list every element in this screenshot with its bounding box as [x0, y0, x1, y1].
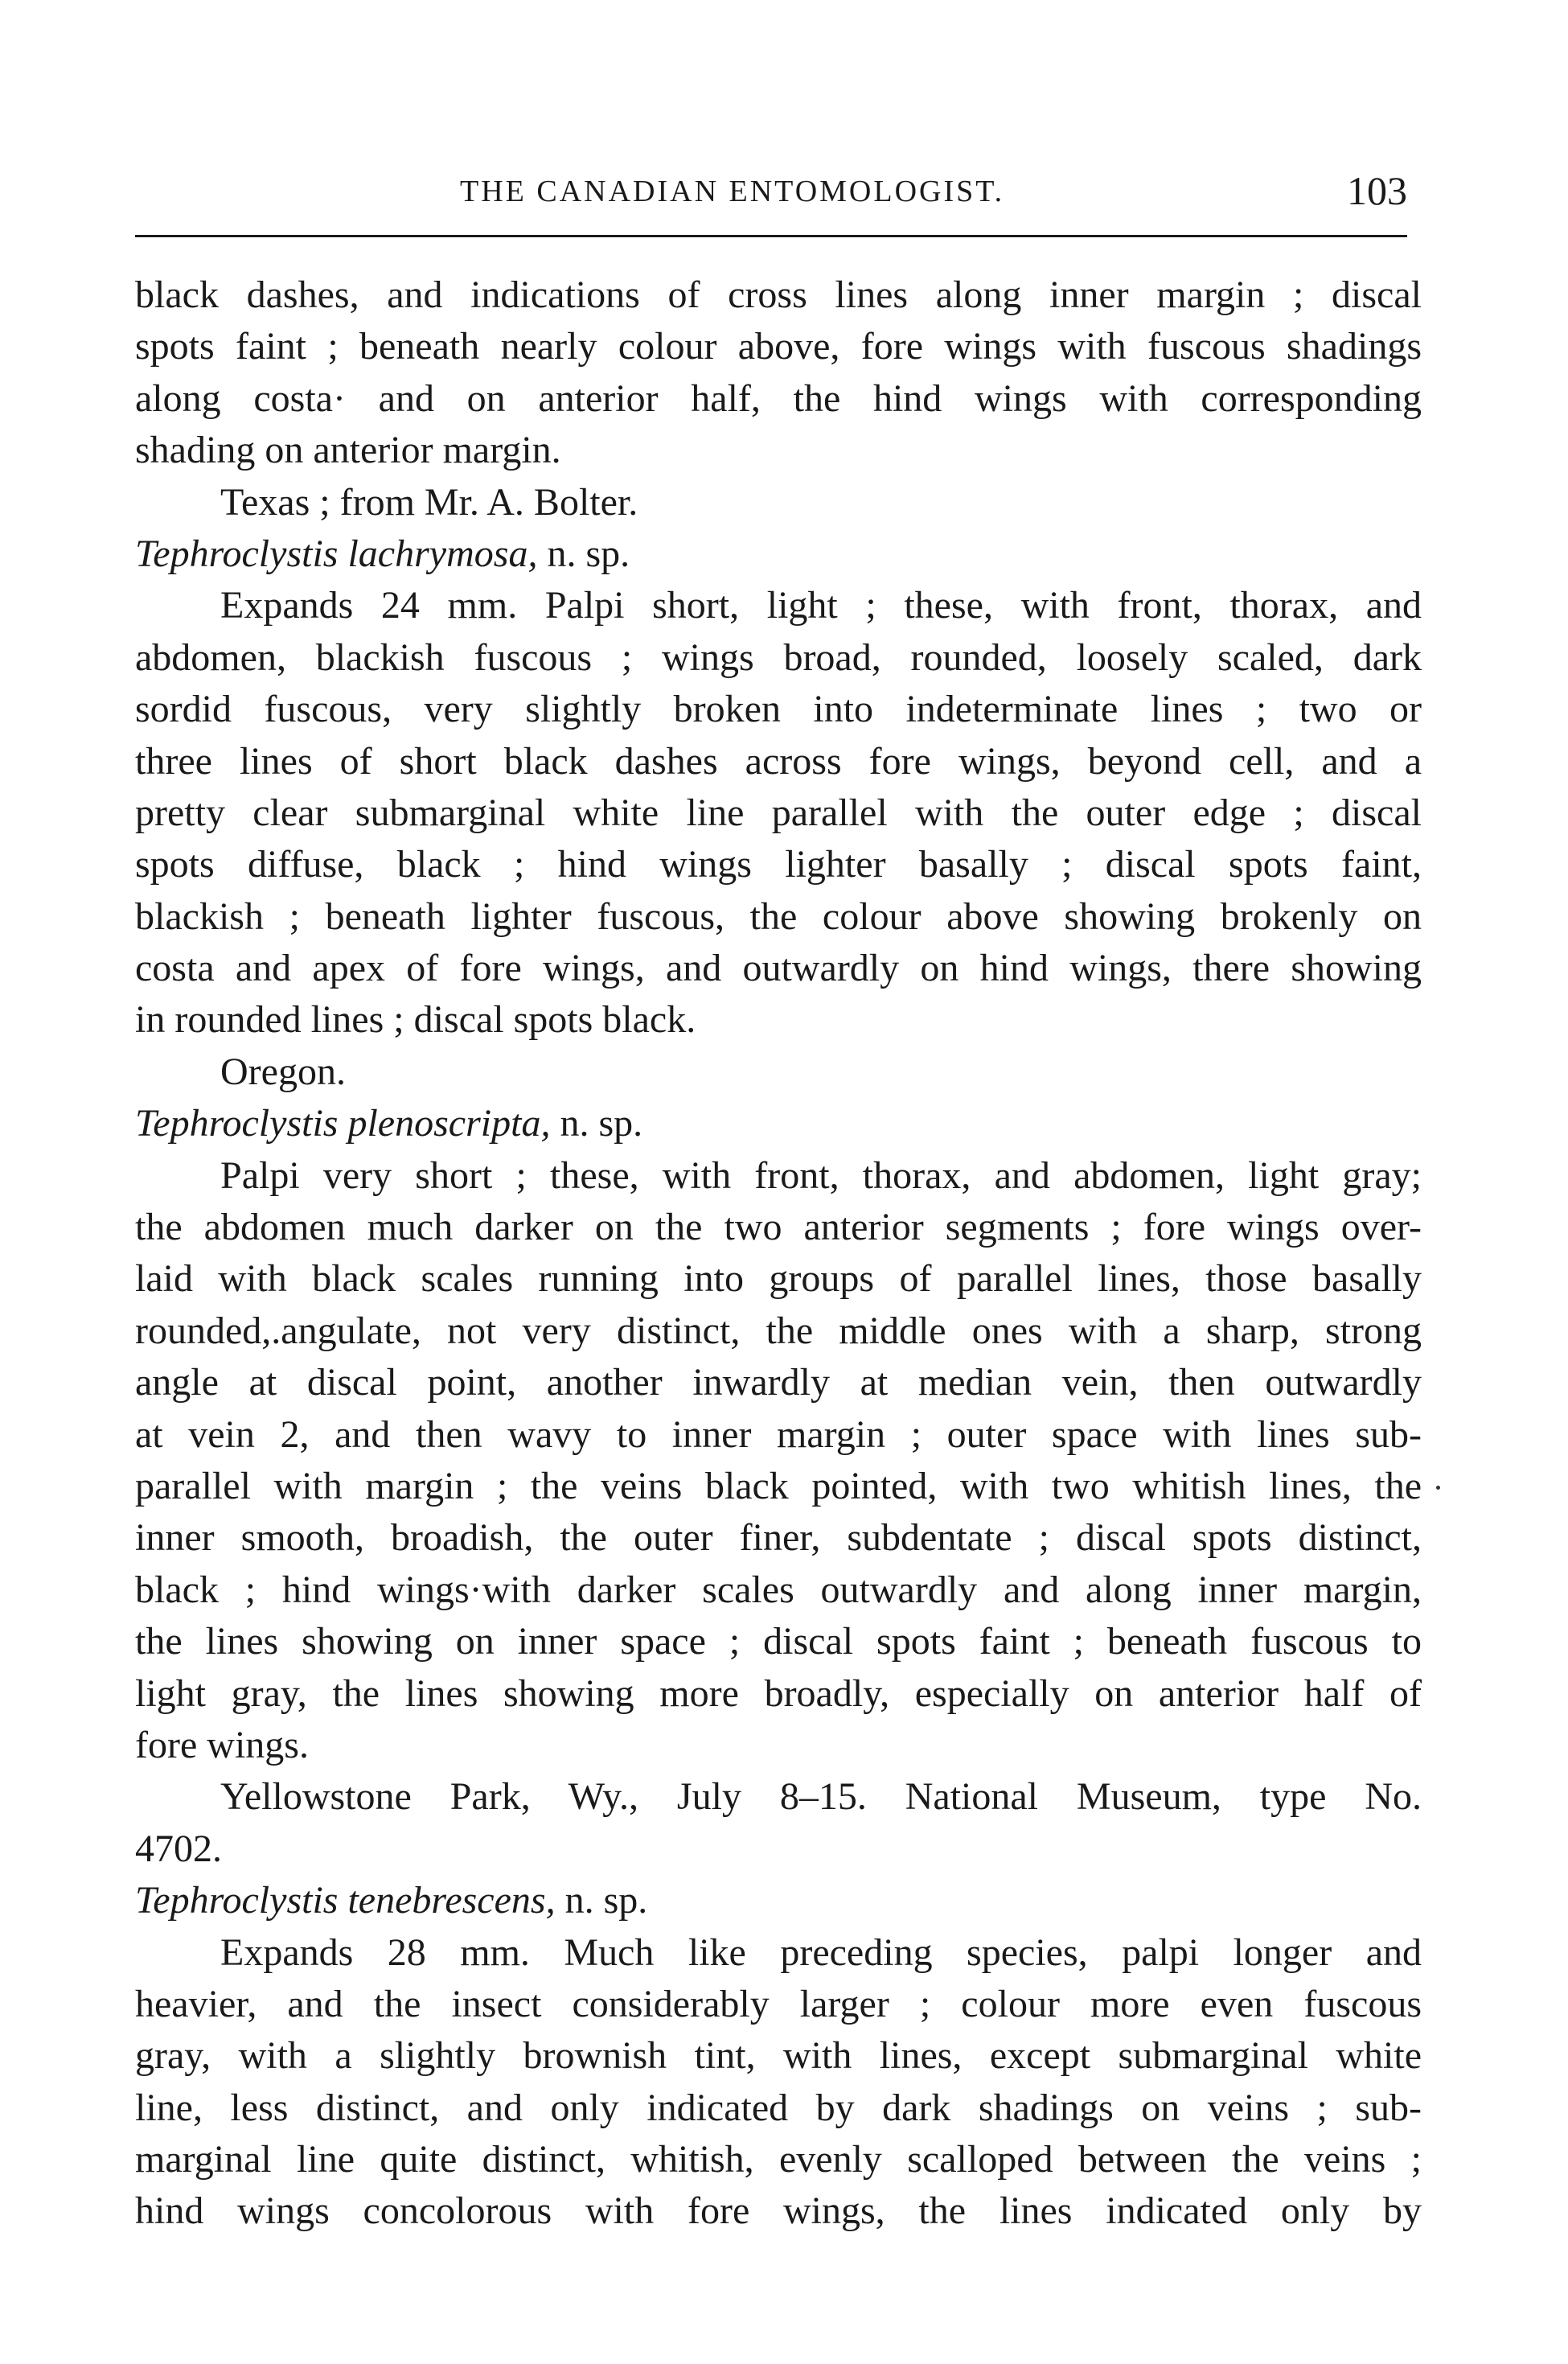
header-rule	[135, 235, 1407, 237]
text-line: heavier, and the insect considerably larger ; colour more even fuscous	[135, 1982, 1422, 2025]
species-name: Tephroclystis tenebrescens,	[135, 1879, 556, 1922]
text-line: black ; hind wings·with darker scales outwardly and along inner margin,	[135, 1568, 1422, 1611]
text-line: sordid fuscous, very slightly broken into indeterminate lines ; two or	[135, 688, 1422, 731]
species-heading-tenebrescens	[135, 1875, 1422, 1926]
running-head	[137, 167, 1423, 216]
text-line: parallel with margin ; the veins black pointed, with two whitish lines, the	[135, 1464, 1422, 1507]
text-line: in rounded lines ; discal spots black.	[135, 998, 696, 1042]
text-line: spots diffuse, black ; hind wings lighter basally ; discal spots faint,	[135, 843, 1422, 886]
text-line: pretty clear submarginal white line parallel with the outer edge ; discal	[135, 791, 1422, 834]
text-line: Expands 24 mm. Palpi short, light ; these, with front, thorax, and	[220, 584, 1422, 627]
journal-title: THE CANADIAN ENTOMOLOGIST.	[460, 175, 1005, 208]
stray-ink-dot	[1436, 1486, 1440, 1490]
text-line: blackish ; beneath lighter fuscous, the colour above showing brokenly on	[135, 894, 1422, 938]
locality-line: Oregon.	[220, 1050, 346, 1093]
species-name: Tephroclystis plenoscripta,	[135, 1102, 551, 1145]
text-line: spots faint ; beneath nearly colour above, fore wings with fuscous shadings	[135, 325, 1422, 368]
species-designation: n. sp.	[547, 532, 630, 575]
text-line: three lines of short black dashes across fore wings, beyond cell, and a	[135, 739, 1422, 783]
locality-line: Texas ; from Mr. A. Bolter.	[220, 480, 638, 524]
body-text	[135, 269, 1422, 2238]
text-line: Expands 28 mm. Much like preceding species, palpi longer and	[220, 1930, 1422, 1974]
species-name: Tephroclystis lachrymosa,	[135, 532, 538, 575]
text-line: fore wings.	[135, 1723, 309, 1766]
text-line: angle at discal point, another inwardly at median vein, then outwardly	[135, 1361, 1422, 1404]
text-line: shading on anterior margin.	[135, 429, 561, 472]
species-heading-plenoscripta	[135, 1098, 1422, 1149]
text-line: hind wings concolorous with fore wings, the lines indicated only by	[135, 2189, 1422, 2233]
locality-line: Yellowstone Park, Wy., July 8–15. National Museum, type No.	[220, 1775, 1422, 1819]
species-heading-lachrymosa	[135, 528, 1422, 580]
text-line: laid with black scales running into groups of parallel lines, those basally	[135, 1257, 1422, 1301]
text-line: along costa· and on anterior half, the hind wings with corresponding	[135, 376, 1422, 420]
text-line: costa and apex of fore wings, and outwardly on hind wings, there showing	[135, 947, 1422, 990]
text-line: Palpi very short ; these, with front, thorax, and abdomen, light gray;	[220, 1153, 1422, 1197]
text-line: inner smooth, broadish, the outer finer, subdentate ; discal spots distinct,	[135, 1516, 1422, 1560]
text-line: gray, with a slightly brownish tint, with lines, except submarginal white	[135, 2034, 1422, 2078]
page-number: 103	[1347, 168, 1407, 213]
species-designation: n. sp.	[564, 1879, 648, 1922]
text-line: light gray, the lines showing more broadly, especially on anterior half of	[135, 1671, 1422, 1715]
text-line: at vein 2, and then wavy to inner margin ; outer space with lines sub-	[135, 1412, 1422, 1456]
text-line: black dashes, and indications of cross lines along inner margin ; discal	[135, 273, 1422, 316]
text-line: rounded,.angulate, not very distinct, the middle ones with a sharp, strong	[135, 1309, 1422, 1352]
text-line: the lines showing on inner space ; discal spots faint ; beneath fuscous to	[135, 1620, 1422, 1663]
text-line: line, less distinct, and only indicated by dark shadings on veins ; sub-	[135, 2086, 1422, 2129]
species-designation: n. sp.	[560, 1102, 643, 1145]
text-line: abdomen, blackish fuscous ; wings broad, rounded, loosely scaled, dark	[135, 635, 1422, 679]
text-line: the abdomen much darker on the two anterior segments ; fore wings over-	[135, 1206, 1422, 1249]
text-line: marginal line quite distinct, whitish, evenly scalloped between the veins ;	[135, 2138, 1422, 2181]
type-number-line: 4702.	[135, 1827, 222, 1870]
